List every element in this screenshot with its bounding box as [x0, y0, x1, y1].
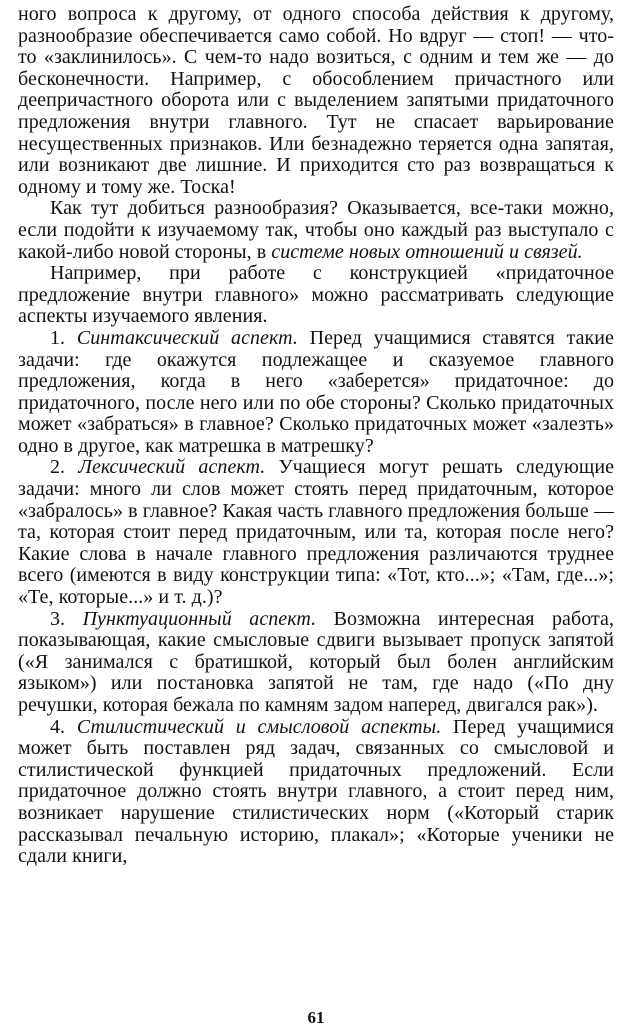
text-run: 3. [50, 607, 83, 630]
text-run: Перед учащимися ставятся такие задачи: где окажутся подлежащее и сказуемое главного предложения, когда в него «заберется» придаточное: до придаточного, после него или по обе стороны? Сколько придаточных может «забраться» в главное? Сколько придаточных может «залезть» одно в другое, как матрешка в матрешку? [18, 326, 614, 457]
paragraph [18, 457, 614, 608]
body-text [18, 4, 614, 868]
paragraph [18, 263, 614, 328]
text-run: 4. [50, 715, 77, 738]
text-run: Возможна интересная работа, показывающая, какие смысловые сдвиги вызывает пропуск запятой («Я занимался с братишкой, который был болен английским языком») или постановка запятой не там, где надо («По дну речушки, которая бежала по камням задом наперед, двигался рак»). [18, 607, 614, 716]
text-run: Например, при работе с конструкцией «придаточное предложение внутри главного» можно рассматривать следующие аспекты изучаемого явления. [18, 262, 614, 328]
italic-text: Лексический аспект. [78, 456, 266, 479]
page-number: 61 [307, 1008, 325, 1027]
text-run: 1. [50, 326, 77, 349]
paragraph [18, 609, 614, 717]
text-run: ного вопроса к другому, от одного способа действия к другому, разнообразие обеспечивается само собой. Но вдруг — стоп! — что-то «заклинилось». С чем-то надо возиться, с одним и тем же — до бесконечности. Например, с обособлением причастного или деепричастного оборота или с выделением запятыми придаточного предложения внутри главного. Тут не спасает варьирование несущественных признаков. Или безнадежно теряется одна запятая, или возникают две лишние. И приходится сто раз возвращаться к одному и тому же. Тоска! [18, 3, 614, 198]
book-page [18, 3, 614, 1027]
text-run: 2. [50, 456, 79, 479]
text-run: Как тут добиться разнообразия? Оказывается, все-таки можно, если подойти к изучаемому так, чтобы оно каждый раз выступало с какой-либо новой стороны, в [18, 197, 614, 263]
paragraph [18, 4, 614, 198]
italic-text: Синтаксический аспект. [76, 326, 298, 349]
paragraph [18, 198, 614, 263]
paragraph [18, 328, 614, 458]
italic-text: системе новых отношений и связей. [271, 240, 583, 263]
paragraph [18, 717, 614, 868]
text-run: Перед учащимися может быть поставлен ряд задач, связанных со смысловой и стилистической функцией придаточных предложений. Если придаточное должно стоять внутри главного, а стоит перед ним, возникает нарушение стилистических норм («Который старик рассказывал печальную историю, плакал»; «Которые ученики не сдали книги, [18, 715, 614, 868]
italic-text: Стилистический и смысловой аспекты. [76, 715, 442, 738]
italic-text: Пунктуационный аспект. [82, 607, 317, 630]
text-run: Учащиеся могут решать следующие задачи: много ли слов может стоять перед придаточным, которое «забралось» в главное? Какая часть главного предложения больше — та, которая стоит перед придаточным, или та, которая после него? Какие слова в начале главного предложения различаются труднее всего (имеются в виду конструкции типа: «Тот, кто...»; «Там, где...»; «Те, которые...» и т. д.)? [18, 456, 614, 609]
